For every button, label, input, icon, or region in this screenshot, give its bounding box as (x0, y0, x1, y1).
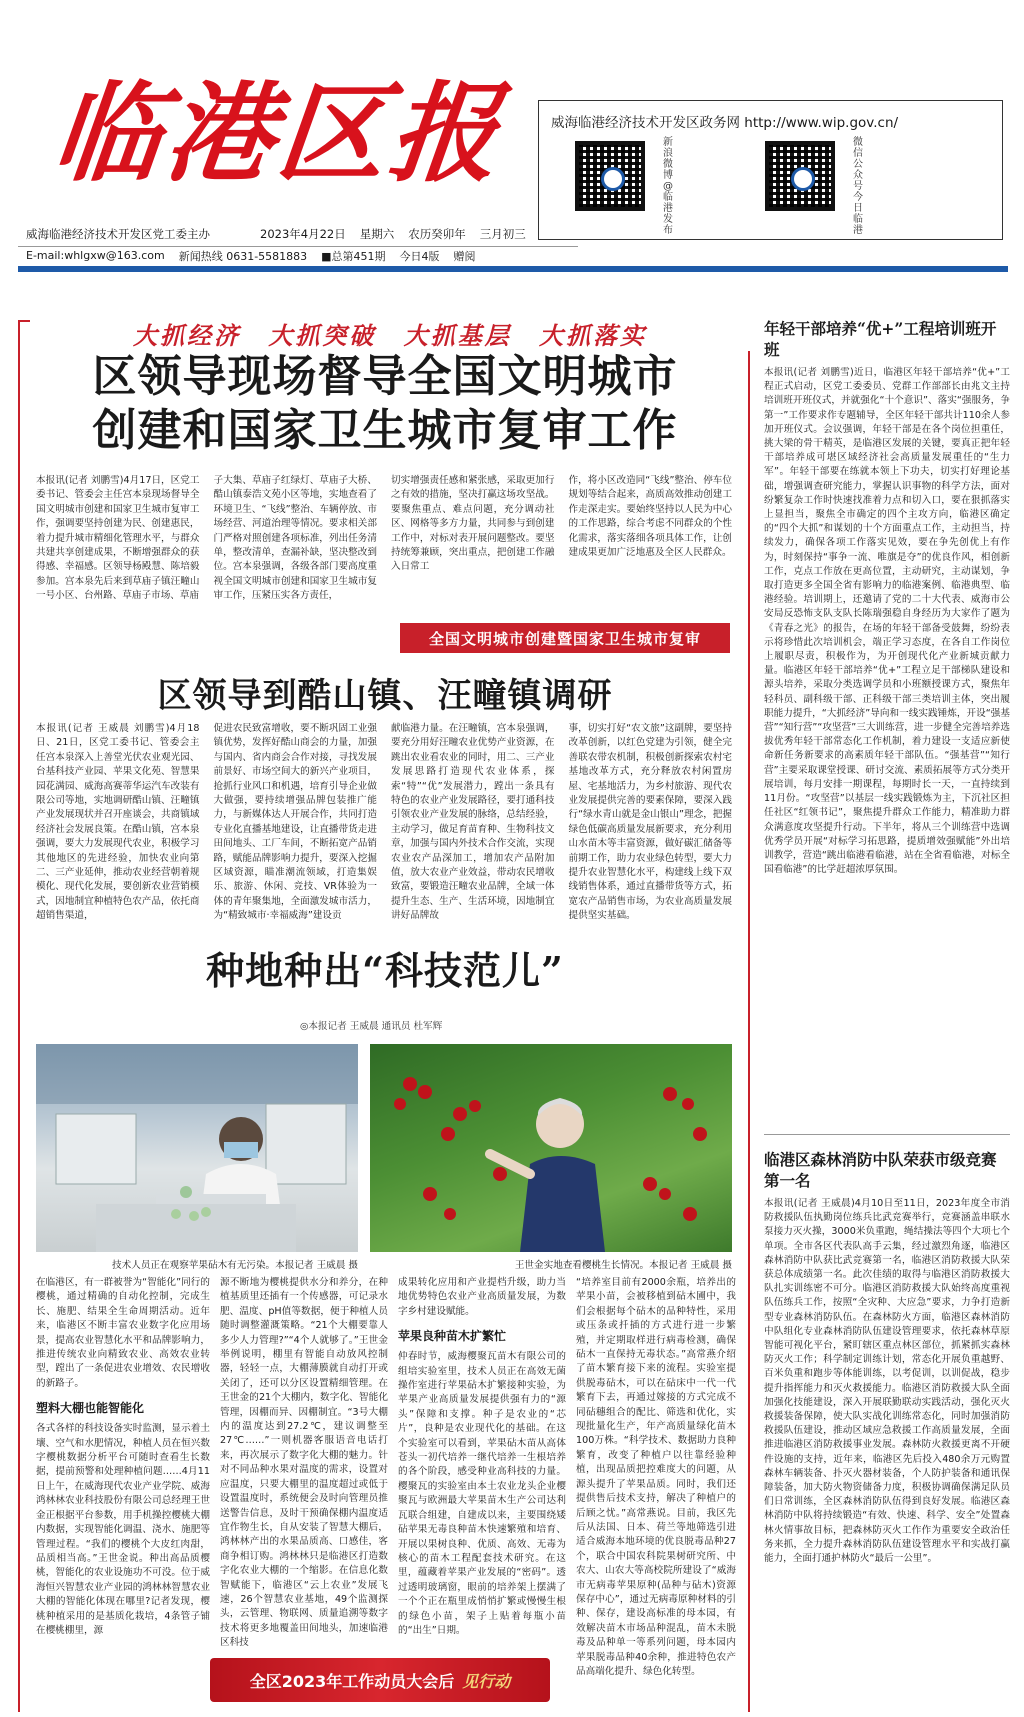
article2-col-4: 事，切实打好“农文旅”这副牌，要坚持改革创新，以红色党建为引领，健全完善联农带农机制，积极创新探索农村宅基地改革方式，充分释放农村闲置房屋、宅基地活力，为乡村旅游、现代农业发展提供完善的要素保障，要深入践行“绿水青山就是金山银山”理念，把握绿色低碳高质量发展新要求，充分利用山水苗木等丰富资源，做好碳汇储备等前期工作，助力农业绿色转型，要大力提升农业智慧化水平，构建线上线下双线销售体系，通过直播带货等方式，拓宽农产品销售市场，为农业高质量发展提供坚实基础。 (568, 723, 732, 922)
wechat-caption: 微信公众号今日临港 (853, 137, 863, 236)
article2-col-1: 本报讯(记者 王威晨 刘鹏雪)4月18日、21日，区党工委书记、管委会主任宫本泉深入上善堂光伏农业观光园、台基科技产业园、苹果文化苑、智慧果园花满园、威海高赛蒂华运汽车改装有限公司等地，实地调研酷山镇、汪疃镇产业发展现状并召开座谈会，共商镇域经济社会发展良策。在酷山镇，宫本泉强调，要大力发展现代农业，积极学习其他地区的先进经验，加快农业向第二、三产业延伸，推动农业经营朝着规模化、现代化发展，要创新农业营销模式，因地制宜种植特色农产品，依托商超销售渠道， (36, 723, 200, 922)
slogan-3: 大抓基层 (403, 321, 512, 350)
free-label: 赠阅 (453, 249, 476, 263)
lead-col-4: 作，将小区改造同“飞线”整治、停车位规划等结合起来，高质高效推动创建工作走深走实。要始终坚持以人民为中心的工作思路，综合考虑不同群众的个性化需求，落实落细各项具体工作，让创建成果更加广泛地惠及全区人民群众。 (568, 475, 732, 559)
article2-col-3: 献临港力量。在汪疃镇，宫本泉强调，要充分用好汪疃农业优势产业资源，在跳出农业看农业的同时，用二、三产业发展思路打造现代农业体系，探索“特”“优”发展潜力，蹚出一条具有特色的农业产业发展路径，要打通科技引领农业产业发展的脉络，总结经验，主动学习，做足育苗育种、生物科技文章，加强与国内外技术合作交流，实现农业农产品深加工，增加农产品附加值，放大农业产业效益，带动农民增收致富，要锻造汪疃农业品牌，全域一体提升生态、生产、生活环境，因地制宜讲好品牌故 (391, 723, 555, 922)
feature-col-3-body: 仲春时节，威海樱聚瓦苗木有限公司的组培实验室里，技术人员正在高效无菌操作室进行苹果砧木扩繁接种实验，为苹果产业高质量发展提供强有力的“源头”保障和支撑。种子是农业的“芯片”，良种是农业现代化的基础。在这个实验室可以看到，苹果砧木苗从高体苍头一初代培养一继代培养一生根培养的各个阶段，感受种业高科技的力量。樱聚瓦的实验室由本土农业龙头企业樱聚瓦与欧洲最大苹果苗木生产公司达利瓦联合组建，自建成以来，主要围绕矮砧苹果无毒良种苗木快速繁殖和培育、开展以果树良种、优质、高效、无毒为核心的苗木工程配套技术研究。在这里，蕴藏着苹果产业发展的“密码”。透过透明玻璃窗，眼前的培养架上摆满了一个个正在瓶里成悄悄扩繁或慢慢生根的绿色小苗，架子上贴着每瓶小苗的“出生”日期。 (398, 1351, 566, 1636)
slogan-2: 大抓突破 (268, 321, 377, 350)
newspaper-logo: 临港区报 (47, 71, 509, 197)
feature-byline: ◎本报记者 王威晨 通讯员 杜军辉 (300, 1021, 443, 1032)
lab-photo-caption: 技术人员正在观察苹果砧木有无污染。本报记者 王威晨 摄 (112, 1260, 358, 1271)
lead-col-1: 本报讯(记者 刘鹏雪)4月17日，区党工委书记、管委会主任宫本泉现场督导全国文明城市创建和国家卫生城市复审工作，强调要坚持创建为民、创建惠民，着力提升城市精细化管理水平，与群众共建共享创建成果，不断增强群众的获得感、幸福感。区领导杨殿慧、陈培毅参加。宫本泉先后来到草庙子镇汪疃山一号小区、台州路、草庙子市场、草庙 (36, 475, 200, 602)
slogan-bar (30, 316, 750, 351)
feature-headline[interactable]: 种地种出“科技范儿” (206, 948, 564, 993)
lead-headline-line-2[interactable]: 创建和国家卫生城市复审工作 (92, 405, 678, 456)
weibo-caption: 新浪微博@临港发布 (663, 137, 673, 236)
bottom-banner-text: 全区2023年工作动员大会后 (249, 1671, 455, 1691)
lab-photo (36, 1044, 358, 1252)
masthead-divider (18, 266, 1008, 272)
qr-box (538, 100, 1003, 240)
right-article1-body: 本报讯(记者 刘鹏雪)近日，临港区年轻干部培养“优+”工程正式启动，区党工委委员、党群工作部部长由兆文主持培训班开班仪式，并就强化“十个意识”、落实“强服务，争第一”工作要求作专题辅导，全区年轻干部共计110余人参加开班仪式。会议强调，年轻干部是在各个岗位担重任，挑大梁的骨干精英，是临港区发展的关键，要真正把年轻干部培养成可堪区域经济社会高质量发展重任的“生力军”。年轻干部要在练就本领上下功夫，切实打好理论基础，增强调查研究能力，掌握认识事物的科学方法，面对纷繁复杂工作时快速找准着力点和切入口，要在狠抓落实上显担当，聚焦全市确定的四个主攻方向，临港区确定的“四个大抓”和谋划的十个方面重点工作，主动担当，持续发力，确保各项工作落实见效，要在争先创优上有作为，时刻保持“事争一流、唯旗是夺”的优良作风，相创新工作，克点工作放在更高位置，主动研究，主动谋划，争取打造更多全国全省有影响力的临港案例、临港典型、临港经验。培训期上，还邀请了党的二十大代表、威海市公安局反恐怖支队支队长陈瑞强稳自身经历为大家作了题为《青春之光》的报告，在场的年轻干部备受鼓舞，纷纷表示将珍惜此次培训机会，端正学习态度，在各自工作岗位上履职尽责，积极作为，为开创现代化产业新城贡献力量。临港区年轻干部培养“优+”工程立足干部梯队建设和源头培养，采取分类选调学员和小班额授课方式，聚焦年轻科员、副科级干部、正科级干部三类培训主体，突出履职能力提升，“大抓经济”导向和一线实践锤炼，开设“强基营”“知行营”“攻坚营”三大训练营，进一步健全完善培养选拔优秀年轻干部常态化工作机制，着力建设一支适应新使命新任务新要求的高素质年轻干部队伍。“强基营”“知行营”主要采取课堂授课、研讨交流、素质拓展等方式分类开展培训，每月安排一期课程，每期时长一天，一直持续到11月份。“攻坚营”以基层一线实践锻炼为主，下沉社区担任社区“红领书记”，聚焦提升群众工作能力，精准助力群众满意度攻坚提升行动。下半年，将从三个训练营中选调优秀学员开展“对标学习拓思路，提质增效强赋能”外出培训教学，营造“跳出临港看临港，站在全省看临港，对标全国看临港”的比学赶超浓厚氛围。 (764, 367, 1010, 876)
article2-headline[interactable]: 区领导到酷山镇、汪疃镇调研 (157, 676, 613, 716)
weekday: 星期六 (359, 227, 395, 241)
weibo-qr-icon[interactable] (575, 141, 645, 211)
issue-number: ■总第451期 (321, 249, 386, 263)
cherry-photo-caption: 王世金实地查看樱桃生长情况。本报记者 王威晨 摄 (514, 1260, 732, 1271)
right-column (764, 318, 1010, 1717)
sponsor: 威海临港经济技术开发区党工委主办 (26, 227, 210, 241)
wechat-qr-icon[interactable] (765, 141, 835, 211)
right-article1-title[interactable]: 年轻干部培养“优+”工程培训班开班 (764, 319, 997, 359)
lead-col-2: 子大集、草庙子红绿灯、草庙子大桥、酷山镇泰浩文苑小区等地，实地查看了环境卫生、“飞线”整治、车辆停放、市场经营、河道治理等情况。要求相关部门严格对照创建各项标准，列出任务清单，整改清单，查漏补缺，坚决整改到位。宫本泉强调，各级各部门要高度重视全国文明城市创建和国家卫生城市复审工作，压紧压实各方责任， (213, 475, 377, 602)
info-bar-bottom (18, 246, 578, 264)
lab-photo-illustration (36, 1044, 358, 1252)
feature-col-2-body: 源不断地为樱桃提供水分和养分，在种植基质里还插有一个传感器，可记录水肥、温度、pH值等数据，便于种植人员随时调整灌溉策略。“21个大棚要靠人多少人力管理?”“4个人就够了。”王世金举例说明，棚里有智能自动放风控制器，轻轻一点，大棚薄膜就自动打开或关闭了，还可以分区设置精细管理。在王世金的21个大棚内，数字化、智能化管理，因棚而异、因棚制宜。“3号大棚内的温度达到27.2℃，建议调整至27℃……”一则机器客服语音电话打来，再次展示了数字化大棚的魅力。针对不同品种水果对温度的需求，设置对应温度，只要大棚里的温度超过或低于设置温度时，系统便会及时向管理员推送警告信息，及时干预确保棚内温度适宜作物生长，自从安装了智慧大棚后，鸿林林产出的水果品质高、口感佳，客商争相订购。鸿林林只是临港区打造数字化农业大棚的一个缩影。在信息化数智赋能下，临港区“云上农业”发展飞速，26个智慧农业基地，49个监测探头，云管理、物联网、质量追溯等数字技术将更多地覆盖田间地头，加速临港区科技 (220, 1277, 388, 1649)
cherry-photo (370, 1044, 732, 1252)
feature-subhead-1: 塑料大棚也能智能化 (36, 1401, 145, 1416)
page-count: 今日4版 (399, 249, 440, 263)
email[interactable]: E-mail:whlgxw@163.com (26, 249, 165, 262)
hotline: 新闻热线 0631-5581883 (178, 249, 308, 263)
feature-col-4-body: “培养室目前有2000余瓶，培养出的苹果小苗，会被移植到砧木圃中，我们会根据每个砧木的品种特性，采用或压条或扦插的方式进行进一步繁殖，并定期取样进行病毒检测，确保砧木一直保持无毒状态。”高常燕介绍了苗木繁育接下来的流程。实验室提供脱毒砧木，可以在砧床中一代一代繁育下去，再通过嫁接的方式完成不同砧穗组合的配比、筛选和优化，实现批量化生产，年产高质量绿化苗木100万株。“科学技术、数据助力良种繁育，改变了种植户以往靠经验种植，出现品质把控难度大的问题，从源头提升了苹果品质。同时，我们还提供售后技术支持，解决了种植户的后顾之忧。”高常燕说。目前，我区先后从法国、日本、荷兰等地筛选引进适合威海本地环境的优良脱毒品种27个，联合中国农科院果树研究所、中农大、山农大等高校院所建设了“威海市无病毒苹果原种(品种与砧木)资源保存中心”，通过无病毒原种材料的引种、保存，建设高标准的母本园，有效解决苗木市场品种混乱，苗木未脱毒及品种单一等系列问题，母本园内苹果脱毒品种40余种，推进特色农产品高端化提升、绿色化转型。 (576, 1277, 736, 1677)
article2-col-2: 促进农民致富增收，要不断巩固工业强镇优势，发挥好酷山商会的力量，加强与国内、省内商会合作对接，寻找发展前景好、市场空间大的新兴产业项目，抢抓行业风口和机遇，培育引导企业做大做强，要持续增强品牌包装推广能力，与新媒体达人开展合作，共同打造专业化直播基地建设，让直播带货走进田间地头、工厂车间，不断拓宽产品销路，赋能品牌影响力提升，要深入挖掘区域资源，瞄准潮流领域，打造集娱乐、旅游、休闲、竞技、VR体验为一体的青年聚集地，全面激发城市活力，为“精致城市·幸福威海”建设贡 (213, 723, 377, 922)
feature-col-2 (220, 1276, 388, 1654)
feature-col-3 (398, 1276, 566, 1654)
info-bar-top (26, 226, 586, 242)
cherry-photo-illustration (370, 1044, 732, 1252)
right-divider (764, 1134, 1010, 1135)
article2-body (36, 722, 732, 922)
bottom-banner-highlight: 见行动 (462, 1671, 511, 1691)
lunar-year: 农历癸卯年 (408, 227, 466, 241)
lead-headline-line-1[interactable]: 区领导现场督导全国文明城市 (92, 351, 678, 402)
slogan-4: 大抓落实 (539, 321, 648, 350)
feature-col-4 (576, 1276, 736, 1677)
feature-subhead-2: 苹果良种苗木扩繁忙 (398, 1329, 507, 1344)
campaign-banner: 全国文明城市创建暨国家卫生城市复审 (400, 623, 730, 653)
bottom-banner (210, 1658, 550, 1702)
right-article2-title[interactable]: 临港区森林消防中队荣获市级竞赛第一名 (764, 1150, 997, 1190)
feature-col-1-body: 各式各样的科技设备实时监测，显示着土壤、空气和水肥情况，种植人员在恒兴数字樱桃数据分析平台可随时查看生长数据，提前预警和处理种植问题……4月11日上午，在威海现代农业产业学院、威海鸿林林农业科技股份有限公司总经理王世金正根据平台参数，用手机操控樱桃大棚内数据，实现智能化调温、浇水、施肥等管理过程。“我们的樱桃个大皮红肉甜，品质相当高。”王世金说。种出高品质樱桃，智能化的农业设施功不可没。位于威海恒兴智慧农业产业园的鸿林林智慧农业大棚的智能化体现在哪里?记者发现，樱桃种植采用的是基质化栽培，4条管子铺在樱桃棚里，源 (36, 1423, 210, 1636)
lunar-day: 三月初三 (479, 227, 526, 241)
lead-col-3: 切实增强责任感和紧张感，采取更加行之有效的措施，坚决打赢这场攻坚战。要聚焦重点、难点问题，充分调动社区、网格等多方力量，共同参与到创建工作中，对标对表开展问题整改。要坚持统筹兼顾，突出重点，把创建工作融入日常工 (391, 475, 555, 573)
lead-article-body (36, 474, 732, 620)
slogan-1: 大抓经济 (132, 321, 241, 350)
feature-col-3-intro: 成果转化应用和产业提档升级，助力当地优势特色农业产业高质量发展，为数字乡村建设赋能。 (398, 1277, 566, 1317)
masthead (18, 70, 1008, 300)
website-url[interactable]: 威海临港经济技术开发区政务网 http://www.wip.gov.cn/ (551, 115, 899, 131)
feature-col-1-intro: 在临港区，有一群被誉为“智能化”同行的樱桃，通过精确的自动化控制，完成生长、施肥、结果全生命周期活动。近年来，临港区不断丰富农业数字化应用场景，提高农业智慧化水平和品牌影响力，推进传统农业向精致农业、高效农业转型，蹚出了一条促进农业增效、农民增收的新路子。 (36, 1277, 210, 1389)
right-article2-body: 本报讯(记者 王威晨)4月10日至11日，2023年度全市消防救援队伍执勤岗位练兵比武竞赛举行，竞赛涵盖串联水泵接力灭火操，3000米负重跑，绳结操法等四个大项七个单项。全市各区代表队高手云集，经过激烈角逐，临港区森林消防中队获比武竞赛第一名，临港区消防救援大队荣获总体成绩第一名。此次佳绩的取得与临港区消防救援大队扎实训练密不可分。临港区消防救援大队始终高度重视队伍练兵工作，按照“全灾种、大应急”要求，力争打造新型专业森林消防队伍。在森林防火方面，临港区森林消防中队组化专业森林消防队伍建设管理要求，依托森林草原智能可视化平台，紧盯辖区重点林区部位，抓紧抓实森林防灭火工作；科学制定训练计划，常态化开展负重越野、百米负重和跑步等体能训练，以考促训，以训促战，稳步提升指挥能力和灭火救援能力。临港区消防救援大队全面加强化技能建设，深入开展联勤联动实践活动，强化灭火救援装备保障，使大队实战化训练常态化，同时加强消防救援队伍建设，推动区域应急救援工作高质量发展，全面推进临港区消防救援事业发展。森林防火救援更离不开硬件设施的支持，近年来，临港区先后投入480余万元购置森林车辆装备、扑灭火器材装备，个人防护装备和通讯保障装备，加大防火物资储备力度，积极协调确保满足队员们日常训练，全区森林消防队伍得到良好发展。临港区森林消防中队将持续锻造“有效、快速、科学、安全”处置森林火情事故目标，把森林防灭火工作作为重要安全政治任务来抓，全力提升森林消防队伍建设管理水平和实战打赢能力，全面打通护林防火“最后一公里”。 (764, 1198, 1010, 1565)
date: 2023年4月22日 (260, 227, 346, 241)
feature-col-1 (36, 1276, 210, 1654)
